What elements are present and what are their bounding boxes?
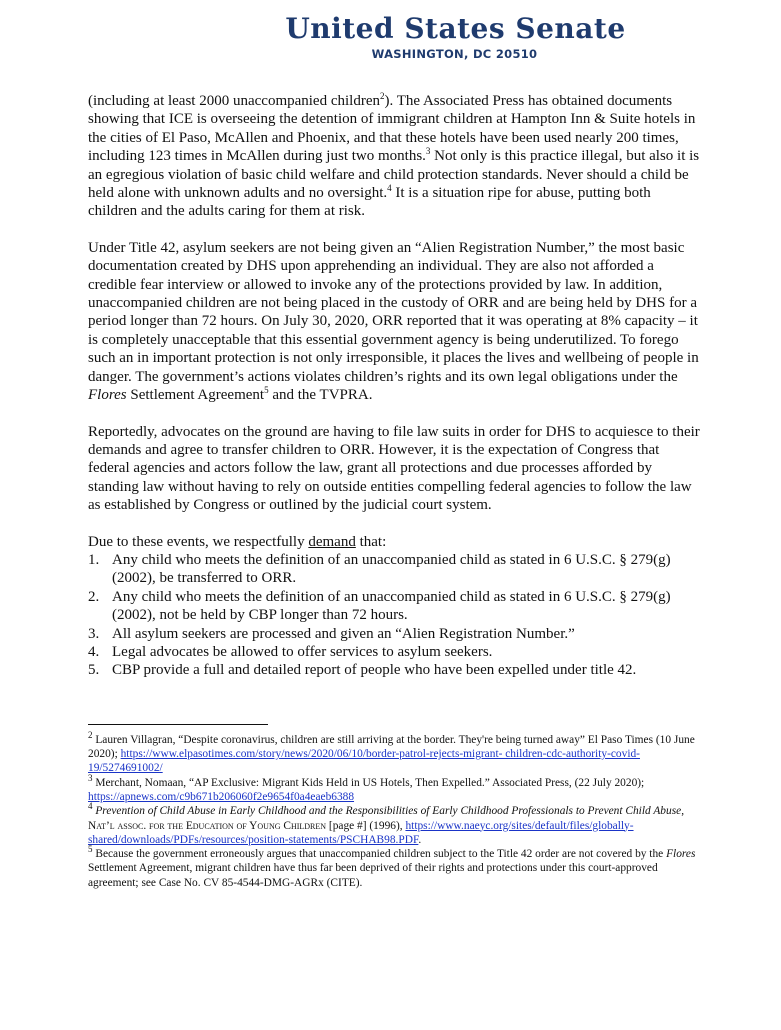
footnote-text: Lauren Villagran, “Despite coronavirus, children are still arriving at the border. They're being turned away” El Paso Times (10 June 2020); [88,733,695,761]
footnote-smallcaps: , Nat’l assoc. for the Education of Young Children [88,805,685,832]
footnotes [88,729,700,890]
footnote-end: . [418,833,422,846]
footnote-text: Settlement Agreement, migrant children have thus far been deprived of their rights and protections under this court-approved agreement; see Case No. CV 85-4544-DMG-AGRx (CITE). [88,862,658,889]
list-text: Legal advocates be allowed to offer services to asylum seekers. [112,643,493,660]
footnote-5 [88,844,700,890]
footnote-link[interactable]: https://www.elpasotimes.com/story/news/2020/06/10/border-patrol-rejects-migrant- children-cdc-authority-covid-19/5274691002/ [88,748,640,775]
footnote-link[interactable]: https://apnews.com/c9b671b206060f2e9654f0a4eaeb6388 [88,790,355,803]
footnote-mark: 2 [88,729,93,740]
list-text: Any child who meets the definition of an unaccompanied child as stated in 6 U.S.C. § 279(g) (2002), be transferred to ORR. [112,551,671,587]
footnote-ref: 2 [380,91,385,101]
footnote-text: [page #] (1996), [326,819,406,832]
list-number: 2. [88,588,100,605]
list-item [88,551,700,588]
footnote-link[interactable]: https://www.naeyc.org/sites/default/files/globally-shared/downloads/PDFs/resources/position-statements/PSCHAB98.PDF [88,819,634,846]
list-text: Any child who meets the definition of an unaccompanied child as stated in 6 U.S.C. § 279(g) (2002), not be held by CBP longer than 72 hours. [112,588,671,624]
demands-section [88,533,700,680]
footnote-ref: 3 [425,146,431,157]
letter-body [88,92,700,890]
demand-underlined: demand [308,533,356,550]
list-text: CBP provide a full and detailed report of people who have been expelled under title 42. [112,662,637,679]
paragraph-text: and the TVPRA. [268,387,373,404]
list-item [88,661,700,679]
letterhead-city: WASHINGTON, DC 20510 [371,47,538,61]
footnote-mark: 3 [88,772,93,783]
footnote-3 [88,772,700,805]
flores-italic: Flores [88,387,127,404]
list-item [88,625,700,643]
letterhead [0,12,781,61]
footnote-italic: Flores [666,848,696,861]
list-item [88,588,700,625]
paragraph-text: ). The Associated Press has obtained documents showing that ICE is overseeing the detention of immigrant children at Hampton Inn & Suite hotels in the cities of El Paso, McAllen and Phoenix, and that these hotels have been used nearly 200 times, including 123 times in McAllen during just two months. [88,93,696,165]
paragraph-text: Settlement Agreement [126,387,265,404]
footnote-4 [88,801,700,847]
list-number: 5. [88,662,100,679]
paragraph-text: (including at least 2000 unaccompanied children [88,93,380,109]
list-number: 4. [88,643,100,660]
list-item [88,643,700,661]
footnote-text: Because the government erroneously argues that unaccompanied children subject to the Title 42 order are not covered by the [92,848,667,861]
footnote-mark: 4 [88,801,93,812]
list-text: All asylum seekers are processed and given an “Alien Registration Number.” [112,625,575,642]
list-number: 3. [88,625,100,642]
paragraph-text: It is a situation ripe for abuse, putting both children and the adults caring for them at risk. [88,185,651,220]
demands-intro-end: that: [355,533,387,550]
footnote-mark: 5 [88,844,93,855]
footnote-divider [88,724,268,725]
paragraph-text: Under Title 42, asylum seekers are not being given an “Alien Registration Number,” the most basic documentation created by DHS upon apprehending an individual. They are also not afforded a credible fear interview or allowed to invoke any of the protections provided by law. In addition, unaccompanied children are not being placed in the custody of ORR and are being held by DHS for a period longer than 72 hours. On July 30, 2020, ORR reported that it was operating at 8% capacity – it is completely unacceptable that this essential government agency is being underutilized. To forego such an in important protection is not only irresponsible, it places the lives and wellbeing of people in danger. The government’s actions violates children’s rights and its own legal obligations under the [88,239,699,385]
footnote-ref: 4 [387,183,392,194]
demands-intro [88,533,700,551]
footnote-ref: 5 [264,385,269,396]
footnote-2 [88,729,700,776]
letterhead-title: United States Senate [285,12,626,45]
footnote-italic: Prevention of Child Abuse in Early Childhood and the Responsibilities of Early Childhood Professionals to Prevent Child Abuse [92,805,682,818]
footnote-text: Merchant, Nomaan, “AP Exclusive: Migrant Kids Held in US Hotels, Then Expelled.” Associated Press, (22 July 2020); [92,776,645,789]
demands-list [88,551,700,680]
paragraph-hotels [88,92,700,221]
demands-intro-text: Due to these events, we respectfully [88,533,309,550]
paragraph-title42 [88,239,700,405]
list-number: 1. [88,551,100,568]
paragraph-text: Not only is this practice illegal, but also it is an egregious violation of basic child welfare and child protection standards. Never should a child be held alone with unknown adults and no oversight. [88,148,700,202]
paragraph-advocates: Reportedly, advocates on the ground are having to file law suits in order for DHS to acquiesce to their demands and agree to transfer children to ORR. However, it is the expectation of Congress that federal agencies and actors follow the law, grant all protections and due processes afforded by standing law without having to rely on outside entities compelling federal agencies to follow the law as established by Congress or outlined by the judicial court system. [88,423,700,514]
